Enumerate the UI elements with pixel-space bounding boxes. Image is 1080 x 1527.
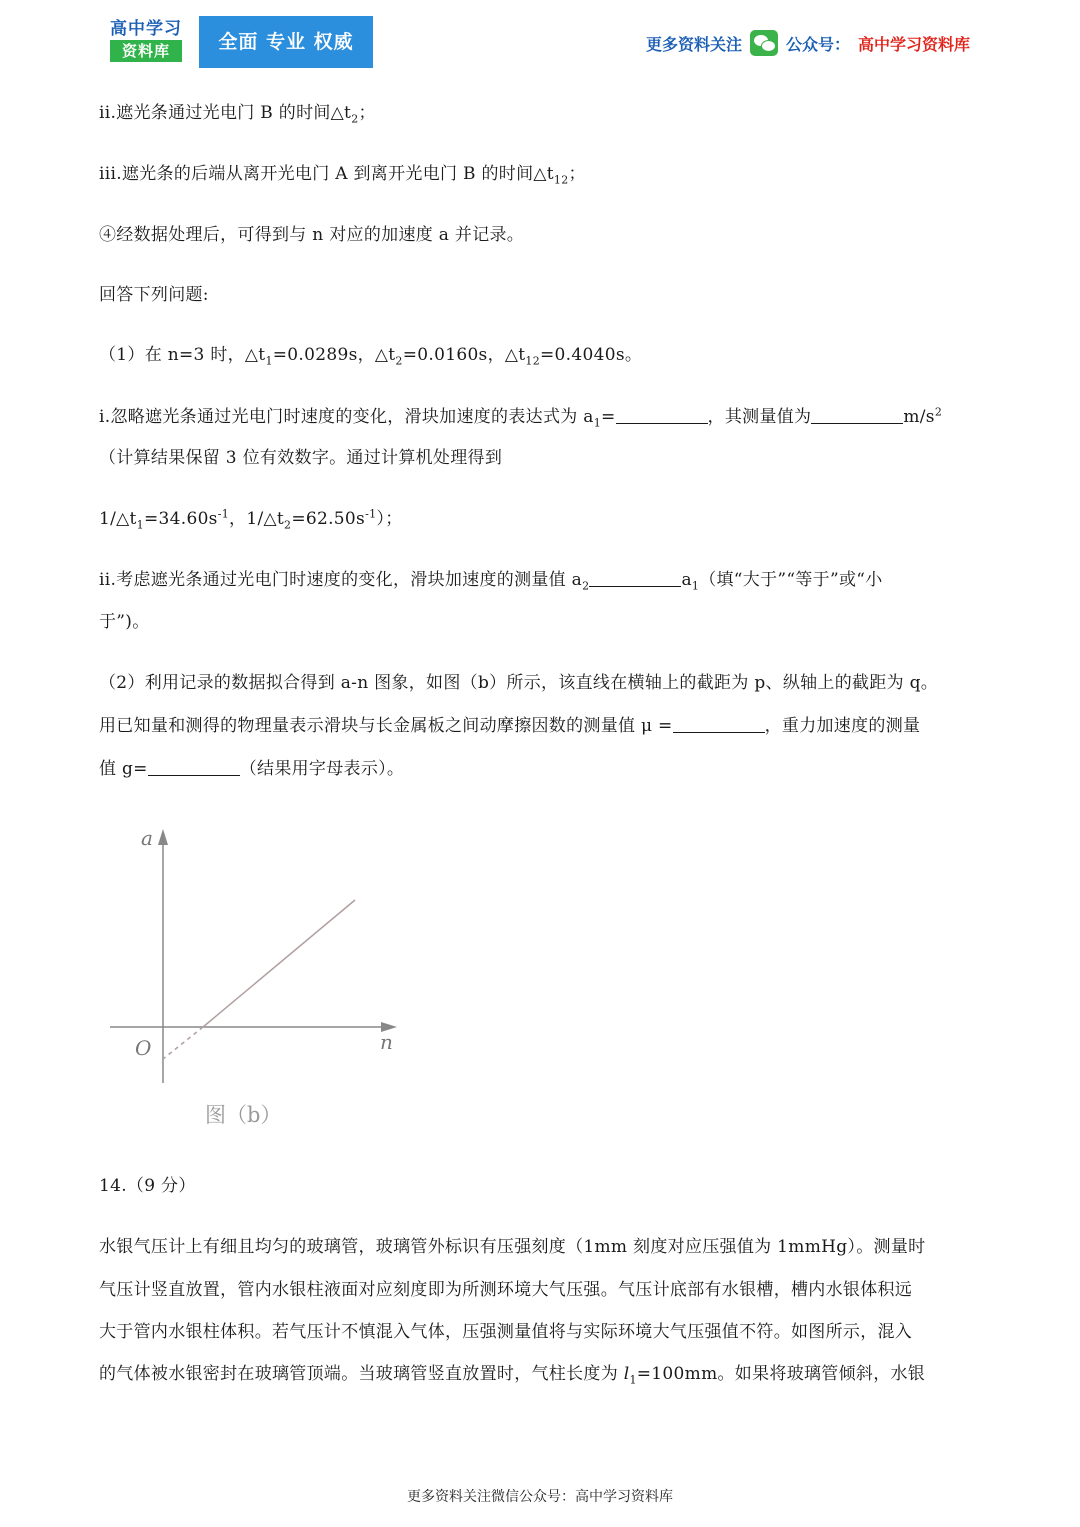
question-2-g: 值 g= （结果用字母表示）。 [99, 759, 405, 779]
answer-blank-compare[interactable] [589, 568, 681, 587]
logo-line2: 资料库 [110, 40, 182, 62]
account-name: 高中学习资料库 [857, 34, 970, 54]
figure-caption: 图（b） [205, 1103, 282, 1127]
answer-blank-mu[interactable] [673, 714, 765, 733]
text-line-7: （计算结果保留 3 位有效数字。通过计算机处理得到 [99, 448, 503, 468]
answer-blank-a1[interactable] [616, 405, 708, 424]
question-2-mu: 用已知量和测得的物理量表示滑块与长金属板之间动摩擦因数的测量值 μ = ，重力加速度的测量 [99, 716, 921, 736]
question-2: （2）利用记录的数据拟合得到 a-n 图象，如图（b）所示，该直线在横轴上的截距为 p、纵轴上的截距为 q。 [99, 673, 939, 693]
follow-text: 更多资料关注 [645, 34, 742, 54]
text-line-3: ④经数据处理后，可得到与 n 对应的加速度 a 并记录。 [99, 225, 525, 245]
text-line-2: iii.遮光条的后端从离开光电门 A 到离开光电门 B 的时间$\triangle t_{12}$； [99, 164, 586, 187]
question-14-line-4: 的气体被水银密封在玻璃管顶端。当玻璃管竖直放置时，气柱长度为 $l_1=100mm$。如果将玻璃管倾斜，水银 [99, 1364, 926, 1387]
question-14-line-3: 大于管内水银柱体积。若气压计不慎混入气体，压强测量值将与实际环境大气压强值不符。如图所示，混入 [99, 1322, 913, 1342]
text-line-4: 回答下列问题: [99, 285, 209, 305]
answer-blank-a1-value[interactable] [811, 405, 903, 424]
text-line-10: 于”)。 [99, 612, 150, 632]
wechat-icon [750, 30, 778, 56]
question-14-title: 14.（9 分） [99, 1176, 196, 1196]
question-14-line-2: 气压计竖直放置，管内水银柱液面对应刻度即为所测环境大气压强。气压计底部有水银槽，槽内水银体积远 [99, 1280, 913, 1300]
a-n-graph [105, 825, 405, 1135]
fit-line [203, 900, 355, 1027]
answer-blank-g[interactable] [148, 757, 240, 776]
slogan-banner: 全面 专业 权威 [199, 16, 373, 68]
page-header [0, 0, 1080, 80]
question-1-given: （1）在 n=3 时，$\triangle t_1=0.0289s$，$\triangle t_2=0.0160s$，$\triangle t_{12}=0.4040s$。 [99, 345, 643, 368]
header-follow-info [646, 28, 970, 58]
x-axis-label: n [380, 1030, 393, 1054]
question-1-i: i.忽略遮光条通过光电门时速度的变化，滑块加速度的表达式为 $a_1=$ ，其测量值为 $m/s^2$ [99, 405, 943, 430]
graph-figure-b [105, 825, 405, 1135]
account-label: 公众号： [785, 34, 850, 54]
page-footer: 更多资料关注微信公众号：高中学习资料库 [407, 1489, 673, 1505]
origin-label: O [135, 1036, 152, 1060]
fit-line-extension [163, 1027, 203, 1059]
logo-line1: 高中学习 [110, 19, 182, 39]
y-axis-arrow [158, 829, 168, 845]
question-1-ii: ii.考虑遮光条通过光电门时速度的变化，滑块加速度的测量值 $a_2$ $a_1$（填“大于”“等于”或“小 [99, 570, 883, 593]
site-logo [110, 18, 182, 66]
question-14-line-1: 水银气压计上有细且均匀的玻璃管，玻璃管外标识有压强刻度（1mm 刻度对应压强值为 1mmHg）。测量时 [99, 1237, 926, 1257]
y-axis-label: a [141, 826, 153, 850]
text-line-1: ii.遮光条通过光电门 B 的时间$\triangle t_2$； [99, 103, 376, 126]
text-line-8: $1/\triangle t_1=34.60s^{-1}$，$1/\triangle t_2=62.50s^{-1}$）； [99, 507, 403, 532]
